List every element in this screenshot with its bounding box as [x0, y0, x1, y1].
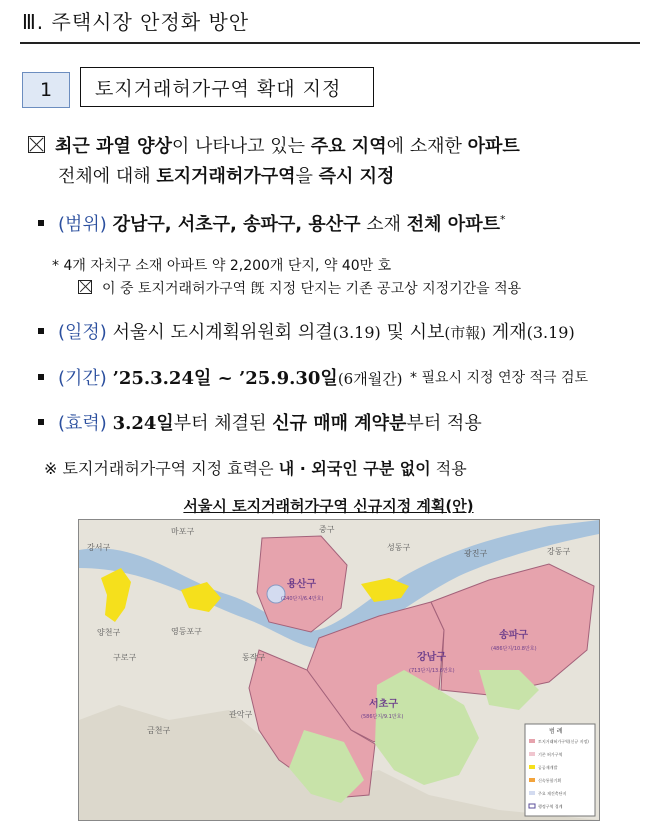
legend-swatch: [529, 765, 535, 769]
lead-paragraph: [28, 132, 520, 192]
checkbox-x-icon: [28, 136, 45, 153]
label-seocho: 서초구: [369, 699, 398, 710]
checkbox-x-icon: [78, 280, 92, 294]
label-seocho-sub: (586단지/9.1만호): [361, 714, 404, 720]
schedule-text-2: 및 시보: [380, 322, 445, 343]
effect-date: 3.24일: [112, 413, 174, 434]
schedule-text-3: 게재: [486, 322, 527, 343]
effect-bullet: [38, 409, 482, 435]
scope-mid: 소재: [360, 214, 407, 235]
map-legend: [525, 724, 595, 816]
footnote-text-2: 적용: [430, 459, 467, 478]
label-yongsan: 용산구: [287, 579, 316, 590]
map-title: 서울시 토지거래허가구역 신규지정 계획(안): [183, 497, 474, 515]
legend-swatch: [529, 778, 535, 782]
schedule-date-2: (3.19): [526, 323, 575, 342]
footnote-emph: 내 · 외국인 구분 없이: [278, 459, 431, 478]
period-note: * 필요시 지정 연장 적극 검토: [410, 370, 589, 386]
schedule-text-1: 서울시 도시계획위원회 의결: [112, 322, 333, 343]
legend-item-2: 기존 허가구역: [538, 752, 563, 757]
label-yeongdeungpo: 영등포구: [171, 627, 202, 636]
label-dongjak: 동작구: [242, 653, 266, 662]
section-divider: [20, 42, 640, 44]
label-gwangjin: 광진구: [464, 549, 488, 558]
legend-swatch: [529, 752, 535, 756]
label-jung: 중구: [319, 525, 335, 534]
effect-label: (효력): [58, 413, 107, 434]
schedule-bullet: [38, 318, 575, 344]
legend-item-5: 주요 재건축단지: [538, 791, 567, 796]
lead-text-2: 에 소재한: [386, 136, 468, 157]
footnote-text-1: 토지거래허가구역 지정 효력은: [57, 459, 279, 478]
scope-note-2: 이 중 토지거래허가구역 旣 지정 단지는 기존 공고상 지정기간을 적용: [102, 281, 522, 297]
effect-text-2: 부터 적용: [406, 413, 482, 434]
bullet-square-icon: [38, 328, 44, 334]
period-duration: (6개월간): [337, 370, 403, 388]
label-gangnam-sub: (713단지/13.6만호): [409, 668, 455, 674]
label-yangcheon: 양천구: [97, 628, 121, 637]
label-gangnam: 강남구: [417, 652, 446, 663]
bullet-square-icon: [38, 374, 44, 380]
effect-emph: 신규 매매 계약분: [272, 413, 407, 434]
period-bullet: [38, 364, 403, 390]
scope-bullet: [38, 210, 505, 236]
schedule-label: (일정): [58, 322, 107, 343]
lead-emph-5: 즉시 지정: [318, 166, 395, 187]
period-label: (기간): [58, 368, 107, 389]
scope-target: 전체 아파트: [406, 214, 500, 235]
scope-star: *: [499, 213, 506, 226]
scope-note-2-row: [78, 278, 521, 298]
lead-emph-4: 토지거래허가구역: [156, 166, 296, 187]
label-seongdong: 성동구: [387, 543, 411, 552]
bullet-square-icon: [38, 419, 44, 425]
label-guro: 구로구: [113, 653, 137, 662]
label-songpa: 송파구: [499, 630, 528, 641]
district-map: [78, 519, 600, 821]
effect-text-1: 부터 체결된: [173, 413, 273, 434]
bullet-square-icon: [38, 220, 44, 226]
lead-line-2: [28, 162, 520, 192]
lead-emph-2: 주요 지역: [310, 136, 387, 157]
scope-districts: 강남구, 서초구, 송파구, 용산구: [112, 214, 361, 235]
label-yongsan-sub: (240단지/6.4만호): [281, 596, 324, 602]
subsection-number: 1: [22, 72, 70, 108]
period-range: ’25.3.24일 ~ ’25.9.30일: [112, 368, 338, 389]
lead-emph-3: 아파트: [467, 136, 520, 157]
label-gangdong: 강동구: [547, 547, 571, 556]
label-mapo: 마포구: [171, 527, 195, 536]
lead-line-1: [28, 132, 520, 162]
lead-text-1: 이 나타나고 있는: [171, 136, 311, 157]
scope-note-1: * 4개 자치구 소재 아파트 약 2,200개 단지, 약 40만 호: [52, 258, 392, 274]
label-gwanak: 관악구: [229, 710, 253, 719]
legend-swatch: [529, 739, 535, 743]
lead-text-3: 전체에 대해: [58, 166, 157, 187]
reference-mark-icon: ※: [44, 459, 58, 478]
lead-emph-1: 최근 과열 양상: [55, 136, 172, 157]
legend-item-4: 신속통합기획: [538, 778, 562, 783]
schedule-hanja: (市報): [444, 324, 487, 342]
legend-swatch: [529, 791, 535, 795]
legend-item-3: 공공재개발: [538, 765, 558, 770]
legend-title: 범 례: [549, 728, 563, 735]
subsection-title: 토지거래허가구역 확대 지정: [80, 67, 374, 107]
legend-item-1: 토지거래허가구역(신규 지정): [538, 739, 589, 744]
label-songpa-sub: (486단지/10.8만호): [491, 646, 537, 652]
footnote: [44, 456, 467, 479]
map-svg: [79, 520, 599, 820]
section-title: Ⅲ. 주택시장 안정화 방안: [22, 10, 250, 34]
legend-item-6: 행정구역 경계: [538, 804, 563, 809]
label-geumcheon: 금천구: [147, 726, 171, 735]
scope-label: (범위): [58, 214, 107, 235]
label-gangseo: 강서구: [87, 543, 111, 552]
schedule-date-1: (3.19): [332, 323, 381, 342]
lead-text-4: 을: [295, 166, 319, 187]
legend-box: [525, 724, 595, 816]
